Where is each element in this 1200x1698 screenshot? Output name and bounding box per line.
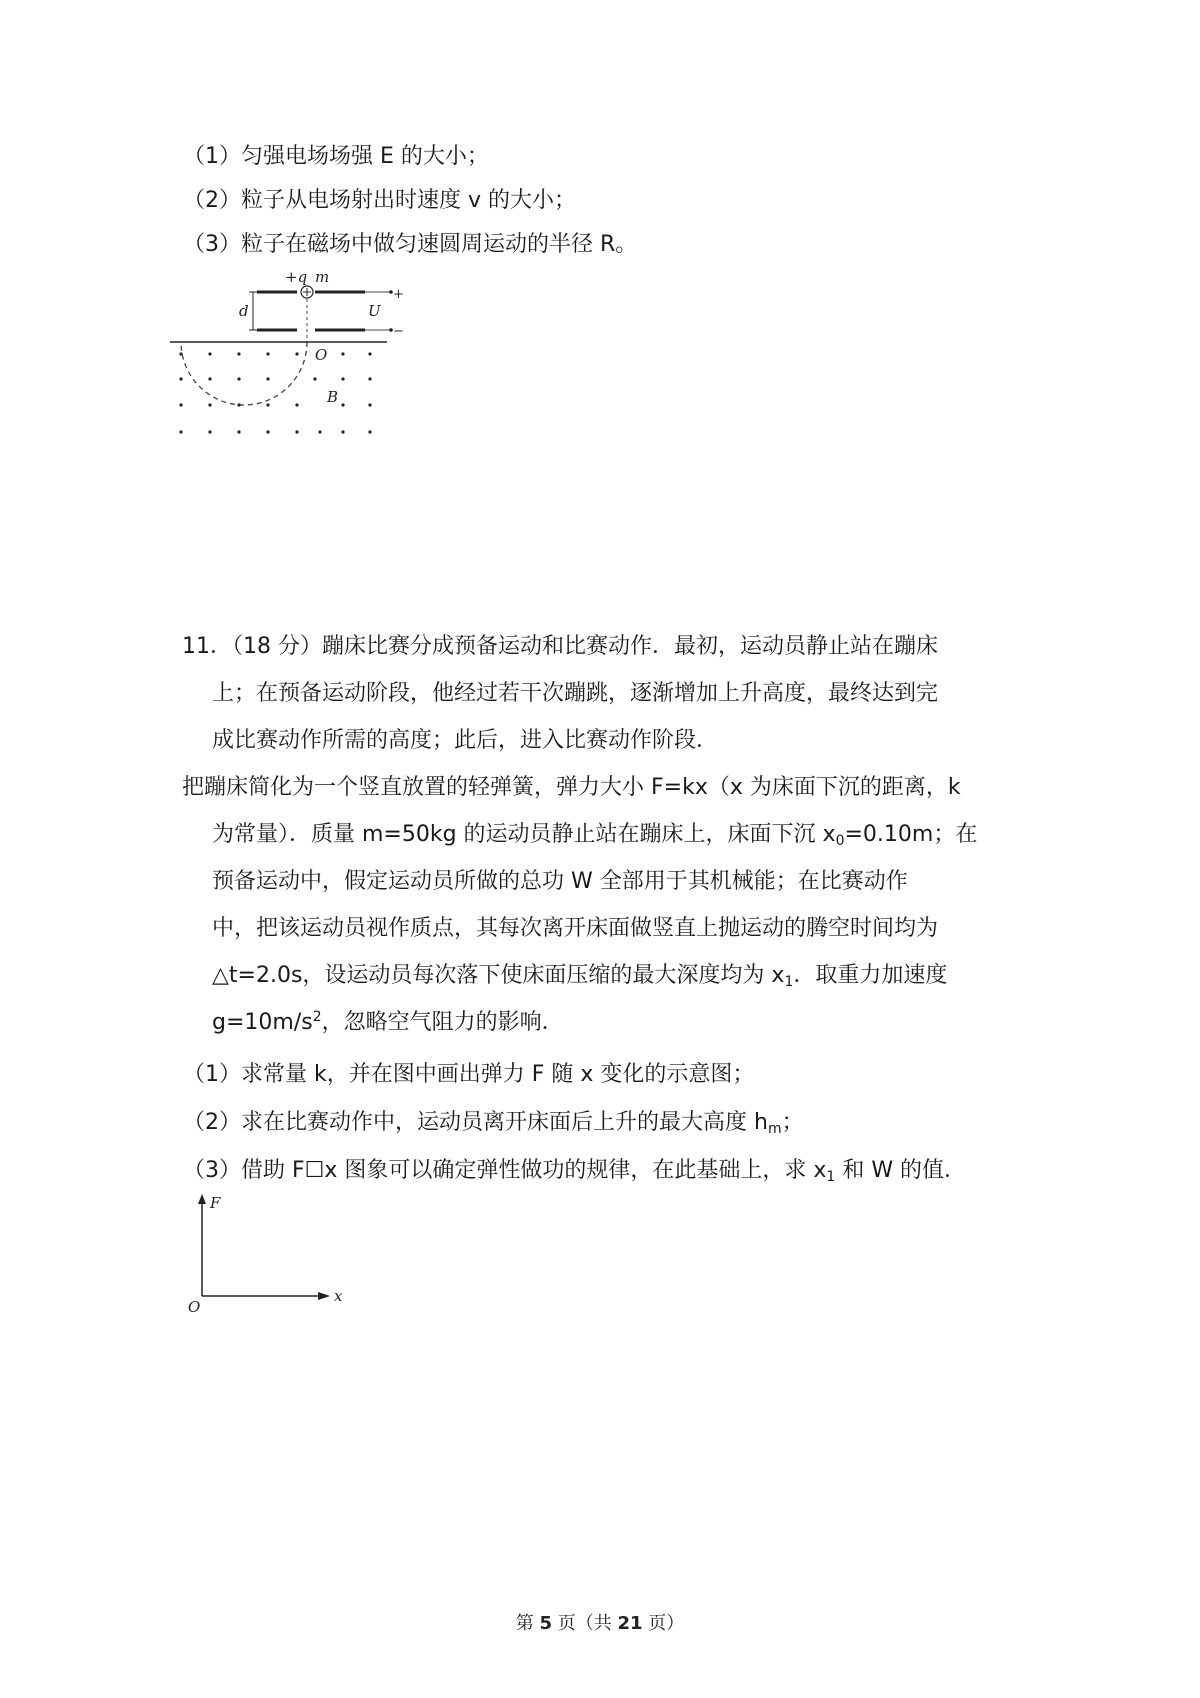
q10-sub1: （1）匀强电场场强 E 的大小； xyxy=(183,144,489,169)
q11-line2: 上；在预备运动阶段，他经过若干次蹦跳，逐渐增加上升高度，最终达到完 xyxy=(212,681,939,706)
q11-sub2-text-end: ； xyxy=(781,1110,804,1135)
q11-line5-text: 为常量）．质量 m=50kg 的运动员静止站在蹦床上，床面下沉 x xyxy=(212,822,836,847)
q11-line8-subscript: 1 xyxy=(784,974,794,990)
magnetic-field-dots xyxy=(179,352,371,433)
q11-line5-subscript: 0 xyxy=(835,833,845,849)
q11-line4: 把蹦床简化为一个竖直放置的轻弹簧，弹力大小 F=kx（x 为床面下沉的距离，k xyxy=(182,775,961,800)
capacitor-field-diagram xyxy=(165,262,405,452)
q11-line8 xyxy=(212,961,947,991)
q11-line9-text-end: ，忽略空气阻力的影响． xyxy=(321,1010,564,1035)
q11-line1: 11．（18 分）蹦床比赛分成预备运动和比赛动作．最初，运动员静止站在蹦床 xyxy=(182,634,938,659)
q11-sub3-text: （3）借助 F☐x 图象可以确定弹性做功的规律，在此基础上，求 x xyxy=(183,1158,827,1183)
q11-line8-text-end: ．取重力加速度 xyxy=(793,963,948,988)
q11-sub2 xyxy=(183,1108,804,1138)
mass-label: m xyxy=(315,268,330,286)
q11-sub3-text-end: 和 W 的值． xyxy=(835,1158,967,1183)
q11-line5 xyxy=(212,820,977,850)
q11-line9-text: g=10m/s xyxy=(212,1010,313,1035)
plus-terminal-label: + xyxy=(393,287,404,302)
charge-label: +q xyxy=(285,268,308,286)
force-displacement-axes xyxy=(180,1190,350,1320)
origin-label: O xyxy=(315,346,328,364)
q11-sub3-subscript: 1 xyxy=(826,1169,836,1185)
q11-line8-text: △t=2.0s，设运动员每次落下使床面压缩的最大深度均为 x xyxy=(212,963,785,988)
q11-sub2-text: （2）求在比赛动作中，运动员离开床面后上升的最大高度 h xyxy=(183,1110,768,1135)
d-label: d xyxy=(239,302,249,320)
field-b-label: B xyxy=(327,388,339,406)
page-number: 5 xyxy=(539,1613,552,1634)
q11-sub1: （1）求常量 k，并在图中画出弹力 F 随 x 变化的示意图； xyxy=(183,1062,755,1087)
q10-sub2: （2）粒子从电场射出时速度 v 的大小； xyxy=(183,188,577,213)
origin-label: O xyxy=(188,1298,201,1316)
q11-line9 xyxy=(212,1008,564,1038)
footer-suffix: 页） xyxy=(642,1613,685,1634)
footer-prefix: 第 xyxy=(515,1613,540,1634)
q10-sub3: （3）粒子在磁场中做匀速圆周运动的半径 R。 xyxy=(183,232,638,257)
f-axis-label: F xyxy=(210,1194,221,1212)
q11-line3: 成比赛动作所需的高度；此后，进入比赛动作阶段． xyxy=(212,728,719,753)
total-pages: 21 xyxy=(617,1613,643,1634)
footer-middle: 页（共 xyxy=(552,1613,618,1634)
q11-sub2-subscript: m xyxy=(767,1121,782,1137)
q11-line6: 预备运动中，假定运动员所做的总功 W 全部用于其机械能；在比赛动作 xyxy=(212,869,908,894)
voltage-label: U xyxy=(368,302,381,320)
page-footer xyxy=(0,1612,1200,1636)
q11-sub3 xyxy=(183,1156,966,1186)
x-axis-label: x xyxy=(334,1287,343,1305)
minus-terminal-label: − xyxy=(393,324,404,339)
q11-line7: 中，把该运动员视作质点，其每次离开床面做竖直上抛运动的腾空时间均为 xyxy=(212,916,939,941)
q11-line5-text-end: =0.10m；在 xyxy=(844,822,978,847)
q11-line9-superscript: 2 xyxy=(312,1009,322,1025)
